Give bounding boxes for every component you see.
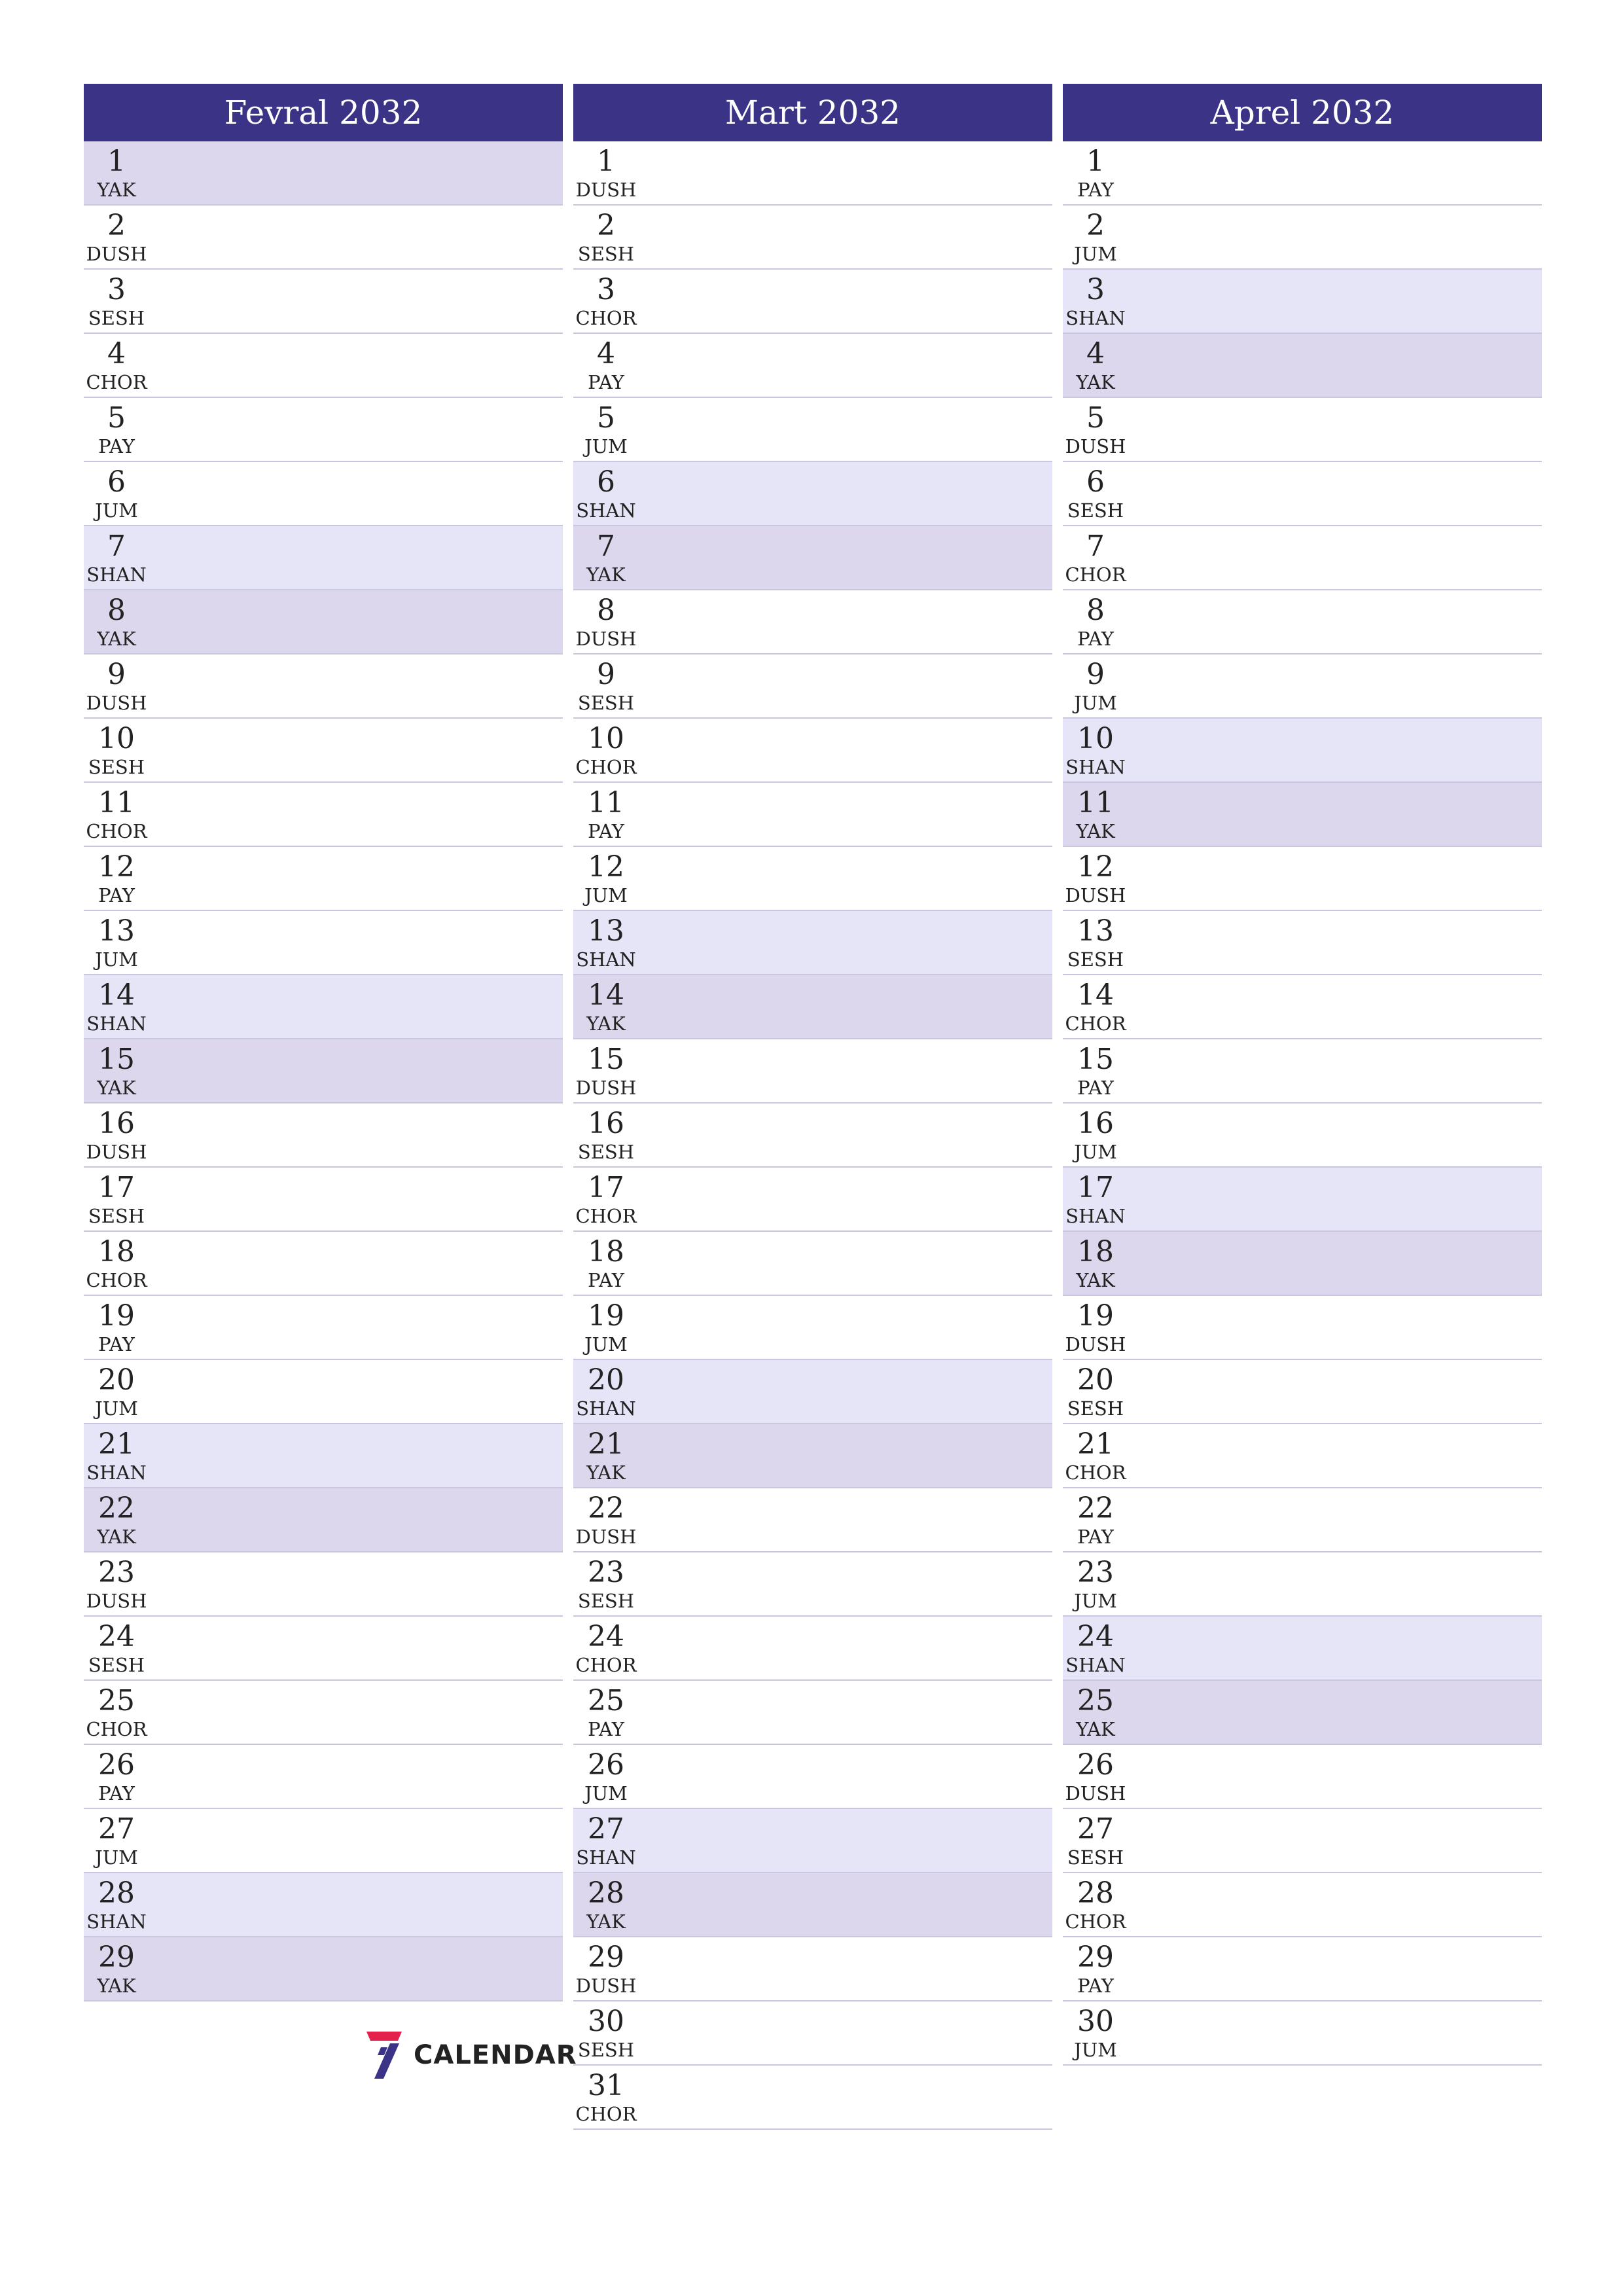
day-row bbox=[573, 2001, 1052, 2066]
weekday-label: JUM bbox=[95, 1397, 138, 1420]
weekday-label: SESH bbox=[577, 692, 635, 714]
day-row bbox=[1063, 655, 1542, 719]
day-number: 7 bbox=[597, 529, 615, 563]
day-number: 5 bbox=[107, 401, 126, 435]
day-row bbox=[573, 1168, 1052, 1232]
day-number: 26 bbox=[98, 1748, 135, 1782]
day-number: 22 bbox=[1077, 1492, 1114, 1525]
weekday-label: YAK bbox=[97, 179, 136, 201]
day-number: 13 bbox=[98, 914, 135, 948]
day-row bbox=[573, 847, 1052, 911]
day-row bbox=[1063, 1681, 1542, 1745]
day-row bbox=[1063, 1488, 1542, 1552]
weekday-label: SHAN bbox=[576, 948, 636, 971]
day-number: 30 bbox=[588, 2005, 624, 2038]
day-row bbox=[1063, 1617, 1542, 1681]
day-number: 11 bbox=[1077, 786, 1114, 819]
day-row bbox=[84, 1360, 563, 1424]
day-number: 7 bbox=[107, 529, 126, 563]
day-number: 16 bbox=[98, 1107, 135, 1140]
day-row bbox=[1063, 462, 1542, 526]
weekday-label: SESH bbox=[1067, 1846, 1124, 1869]
weekday-label: JUM bbox=[584, 884, 628, 906]
weekday-label: PAY bbox=[1077, 1526, 1114, 1548]
weekday-label: CHOR bbox=[86, 1718, 147, 1740]
day-number: 5 bbox=[1086, 401, 1105, 435]
weekday-label: YAK bbox=[97, 628, 136, 650]
weekday-label: JUM bbox=[1074, 243, 1117, 265]
weekday-label: CHOR bbox=[1065, 564, 1126, 586]
weekday-label: YAK bbox=[97, 1077, 136, 1099]
month-title: Fevral 2032 bbox=[84, 84, 563, 141]
day-number: 8 bbox=[107, 594, 126, 627]
day-row bbox=[573, 206, 1052, 270]
day-row bbox=[84, 526, 563, 590]
day-row bbox=[84, 1873, 563, 1937]
weekday-label: CHOR bbox=[1065, 1013, 1126, 1035]
day-row bbox=[1063, 1937, 1542, 2001]
day-number: 22 bbox=[98, 1492, 135, 1525]
day-number: 29 bbox=[98, 1941, 135, 1974]
weekday-label: JUM bbox=[584, 435, 628, 457]
weekday-label: PAY bbox=[1077, 179, 1114, 201]
day-number: 15 bbox=[1077, 1043, 1114, 1076]
weekday-label: SHAN bbox=[86, 564, 147, 586]
day-row bbox=[573, 911, 1052, 975]
day-number: 16 bbox=[588, 1107, 624, 1140]
weekday-label: DUSH bbox=[1065, 1333, 1126, 1355]
weekday-label: YAK bbox=[586, 564, 626, 586]
day-number: 3 bbox=[1086, 273, 1105, 306]
day-number: 6 bbox=[1086, 465, 1105, 499]
weekday-label: YAK bbox=[586, 1462, 626, 1484]
day-row bbox=[84, 719, 563, 783]
brand-logo bbox=[364, 2029, 577, 2081]
day-number: 4 bbox=[1086, 337, 1105, 370]
day-row bbox=[1063, 847, 1542, 911]
day-number: 18 bbox=[588, 1235, 624, 1268]
day-row bbox=[84, 1103, 563, 1168]
day-row bbox=[1063, 2001, 1542, 2066]
day-row bbox=[573, 1296, 1052, 1360]
weekday-label: DUSH bbox=[575, 1526, 637, 1548]
day-row bbox=[1063, 1873, 1542, 1937]
day-number: 3 bbox=[597, 273, 615, 306]
weekday-label: SHAN bbox=[1065, 756, 1126, 778]
day-number: 10 bbox=[98, 722, 135, 755]
weekday-label: PAY bbox=[588, 371, 624, 393]
day-number: 31 bbox=[588, 2069, 624, 2102]
day-row bbox=[573, 2066, 1052, 2130]
weekday-label: YAK bbox=[1076, 1269, 1115, 1291]
weekday-label: JUM bbox=[1074, 2039, 1117, 2061]
day-row bbox=[573, 1424, 1052, 1488]
weekday-label: CHOR bbox=[575, 1205, 637, 1227]
weekday-label: DUSH bbox=[575, 628, 637, 650]
day-row bbox=[84, 1296, 563, 1360]
day-number: 16 bbox=[1077, 1107, 1114, 1140]
day-number: 5 bbox=[597, 401, 615, 435]
day-row bbox=[1063, 1424, 1542, 1488]
day-row bbox=[573, 1937, 1052, 2001]
day-number: 19 bbox=[588, 1299, 624, 1333]
day-number: 8 bbox=[1086, 594, 1105, 627]
day-number: 20 bbox=[98, 1363, 135, 1397]
day-number: 25 bbox=[98, 1684, 135, 1717]
weekday-label: SESH bbox=[1067, 1397, 1124, 1420]
day-number: 28 bbox=[98, 1876, 135, 1910]
weekday-label: PAY bbox=[98, 884, 135, 906]
day-row bbox=[573, 462, 1052, 526]
day-row bbox=[573, 975, 1052, 1039]
day-number: 13 bbox=[1077, 914, 1114, 948]
day-row bbox=[84, 1488, 563, 1552]
month-march bbox=[573, 84, 1052, 2130]
month-title: Aprel 2032 bbox=[1063, 84, 1542, 141]
day-number: 29 bbox=[1077, 1941, 1114, 1974]
day-number: 24 bbox=[588, 1620, 624, 1653]
day-row bbox=[573, 270, 1052, 334]
weekday-label: YAK bbox=[586, 1910, 626, 1933]
day-number: 21 bbox=[588, 1427, 624, 1461]
day-row bbox=[573, 526, 1052, 590]
day-row bbox=[84, 783, 563, 847]
day-number: 23 bbox=[98, 1556, 135, 1589]
weekday-label: PAY bbox=[1077, 628, 1114, 650]
day-number: 1 bbox=[597, 145, 615, 178]
day-number: 17 bbox=[1077, 1171, 1114, 1204]
day-row bbox=[1063, 398, 1542, 462]
weekday-label: JUM bbox=[584, 1333, 628, 1355]
day-number: 21 bbox=[98, 1427, 135, 1461]
weekday-label: PAY bbox=[1077, 1975, 1114, 1997]
day-row bbox=[1063, 206, 1542, 270]
weekday-label: YAK bbox=[1076, 371, 1115, 393]
day-number: 8 bbox=[597, 594, 615, 627]
day-number: 12 bbox=[98, 850, 135, 884]
day-row bbox=[84, 847, 563, 911]
day-row bbox=[573, 1809, 1052, 1873]
day-number: 20 bbox=[588, 1363, 624, 1397]
day-row bbox=[1063, 1745, 1542, 1809]
day-row bbox=[1063, 1360, 1542, 1424]
weekday-label: SHAN bbox=[1065, 307, 1126, 329]
day-row bbox=[1063, 1552, 1542, 1617]
weekday-label: SHAN bbox=[576, 499, 636, 522]
day-list bbox=[1063, 141, 1542, 2066]
day-number: 9 bbox=[107, 658, 126, 691]
weekday-label: YAK bbox=[1076, 1718, 1115, 1740]
day-number: 7 bbox=[1086, 529, 1105, 563]
day-number: 12 bbox=[588, 850, 624, 884]
weekday-label: PAY bbox=[1077, 1077, 1114, 1099]
weekday-label: SESH bbox=[88, 756, 145, 778]
day-number: 14 bbox=[1077, 978, 1114, 1012]
day-number: 19 bbox=[98, 1299, 135, 1333]
month-february bbox=[84, 84, 563, 2001]
day-row bbox=[84, 334, 563, 398]
day-number: 23 bbox=[588, 1556, 624, 1589]
weekday-label: CHOR bbox=[575, 756, 637, 778]
weekday-label: SESH bbox=[1067, 948, 1124, 971]
day-row bbox=[573, 1232, 1052, 1296]
weekday-label: DUSH bbox=[86, 692, 147, 714]
day-row bbox=[84, 1809, 563, 1873]
day-row bbox=[573, 1552, 1052, 1617]
weekday-label: CHOR bbox=[575, 307, 637, 329]
day-row bbox=[84, 1617, 563, 1681]
day-number: 1 bbox=[107, 145, 126, 178]
weekday-label: SESH bbox=[577, 1590, 635, 1612]
weekday-label: JUM bbox=[1074, 1590, 1117, 1612]
day-row bbox=[84, 206, 563, 270]
day-row bbox=[573, 1617, 1052, 1681]
day-row bbox=[84, 270, 563, 334]
day-number: 26 bbox=[588, 1748, 624, 1782]
day-row bbox=[573, 590, 1052, 655]
day-number: 26 bbox=[1077, 1748, 1114, 1782]
day-row bbox=[84, 1168, 563, 1232]
day-number: 3 bbox=[107, 273, 126, 306]
day-number: 4 bbox=[107, 337, 126, 370]
weekday-label: SESH bbox=[577, 2039, 635, 2061]
weekday-label: DUSH bbox=[575, 1975, 637, 1997]
weekday-label: YAK bbox=[1076, 820, 1115, 842]
weekday-label: YAK bbox=[586, 1013, 626, 1035]
day-number: 2 bbox=[1086, 209, 1105, 242]
day-number: 27 bbox=[1077, 1812, 1114, 1846]
day-row bbox=[84, 1745, 563, 1809]
day-number: 15 bbox=[588, 1043, 624, 1076]
weekday-label: CHOR bbox=[86, 1269, 147, 1291]
weekday-label: CHOR bbox=[86, 371, 147, 393]
day-list bbox=[84, 141, 563, 2001]
weekday-label: SHAN bbox=[86, 1462, 147, 1484]
day-number: 10 bbox=[588, 722, 624, 755]
weekday-label: JUM bbox=[95, 948, 138, 971]
weekday-label: SHAN bbox=[576, 1397, 636, 1420]
day-row bbox=[84, 462, 563, 526]
day-number: 4 bbox=[597, 337, 615, 370]
day-number: 17 bbox=[588, 1171, 624, 1204]
day-row bbox=[84, 141, 563, 206]
weekday-label: PAY bbox=[588, 1718, 624, 1740]
day-row bbox=[84, 655, 563, 719]
month-title: Mart 2032 bbox=[573, 84, 1052, 141]
day-row bbox=[1063, 1103, 1542, 1168]
day-row bbox=[1063, 270, 1542, 334]
weekday-label: JUM bbox=[95, 499, 138, 522]
day-number: 20 bbox=[1077, 1363, 1114, 1397]
weekday-label: SHAN bbox=[86, 1013, 147, 1035]
weekday-label: CHOR bbox=[575, 1654, 637, 1676]
day-row bbox=[573, 398, 1052, 462]
weekday-label: DUSH bbox=[1065, 1782, 1126, 1804]
weekday-label: SESH bbox=[88, 307, 145, 329]
day-row bbox=[573, 655, 1052, 719]
day-number: 27 bbox=[98, 1812, 135, 1846]
day-number: 17 bbox=[98, 1171, 135, 1204]
day-row bbox=[573, 1039, 1052, 1103]
day-row bbox=[573, 1103, 1052, 1168]
weekday-label: CHOR bbox=[86, 820, 147, 842]
day-number: 21 bbox=[1077, 1427, 1114, 1461]
weekday-label: SESH bbox=[577, 243, 635, 265]
day-row bbox=[84, 1681, 563, 1745]
weekday-label: CHOR bbox=[1065, 1910, 1126, 1933]
day-row bbox=[1063, 1296, 1542, 1360]
weekday-label: DUSH bbox=[86, 1590, 147, 1612]
day-row bbox=[1063, 334, 1542, 398]
day-row bbox=[84, 590, 563, 655]
weekday-label: SESH bbox=[88, 1654, 145, 1676]
day-row bbox=[573, 1360, 1052, 1424]
day-row bbox=[1063, 526, 1542, 590]
day-row bbox=[1063, 141, 1542, 206]
day-row bbox=[84, 1039, 563, 1103]
weekday-label: PAY bbox=[588, 820, 624, 842]
day-number: 14 bbox=[98, 978, 135, 1012]
day-number: 11 bbox=[588, 786, 624, 819]
day-number: 12 bbox=[1077, 850, 1114, 884]
day-number: 28 bbox=[1077, 1876, 1114, 1910]
day-row bbox=[573, 783, 1052, 847]
day-number: 23 bbox=[1077, 1556, 1114, 1589]
logo-text: CALENDAR bbox=[414, 2040, 577, 2070]
day-row bbox=[84, 1552, 563, 1617]
weekday-label: PAY bbox=[98, 1782, 135, 1804]
weekday-label: PAY bbox=[588, 1269, 624, 1291]
day-row bbox=[1063, 1168, 1542, 1232]
day-number: 28 bbox=[588, 1876, 624, 1910]
day-number: 19 bbox=[1077, 1299, 1114, 1333]
day-number: 25 bbox=[588, 1684, 624, 1717]
day-row bbox=[1063, 1809, 1542, 1873]
day-number: 22 bbox=[588, 1492, 624, 1525]
month-april bbox=[1063, 84, 1542, 2066]
day-number: 6 bbox=[597, 465, 615, 499]
weekday-label: CHOR bbox=[1065, 1462, 1126, 1484]
day-number: 2 bbox=[597, 209, 615, 242]
day-row bbox=[84, 1232, 563, 1296]
day-row bbox=[84, 1937, 563, 2001]
day-number: 1 bbox=[1086, 145, 1105, 178]
weekday-label: DUSH bbox=[1065, 435, 1126, 457]
day-row bbox=[573, 334, 1052, 398]
day-row bbox=[1063, 911, 1542, 975]
weekday-label: DUSH bbox=[575, 1077, 637, 1099]
day-list bbox=[573, 141, 1052, 2130]
day-number: 25 bbox=[1077, 1684, 1114, 1717]
day-number: 24 bbox=[1077, 1620, 1114, 1653]
day-row bbox=[84, 398, 563, 462]
weekday-label: PAY bbox=[98, 435, 135, 457]
weekday-label: JUM bbox=[584, 1782, 628, 1804]
day-row bbox=[573, 141, 1052, 206]
weekday-label: SESH bbox=[577, 1141, 635, 1163]
day-number: 30 bbox=[1077, 2005, 1114, 2038]
day-row bbox=[1063, 1039, 1542, 1103]
day-number: 29 bbox=[588, 1941, 624, 1974]
weekday-label: CHOR bbox=[575, 2103, 637, 2125]
day-row bbox=[84, 911, 563, 975]
day-number: 27 bbox=[588, 1812, 624, 1846]
weekday-label: DUSH bbox=[575, 179, 637, 201]
weekday-label: SHAN bbox=[576, 1846, 636, 1869]
day-row bbox=[1063, 783, 1542, 847]
weekday-label: PAY bbox=[98, 1333, 135, 1355]
weekday-label: DUSH bbox=[86, 1141, 147, 1163]
day-number: 9 bbox=[1086, 658, 1105, 691]
day-number: 10 bbox=[1077, 722, 1114, 755]
weekday-label: SESH bbox=[88, 1205, 145, 1227]
day-row bbox=[84, 975, 563, 1039]
day-row bbox=[1063, 1232, 1542, 1296]
day-row bbox=[1063, 590, 1542, 655]
day-number: 24 bbox=[98, 1620, 135, 1653]
day-row bbox=[573, 1873, 1052, 1937]
day-number: 13 bbox=[588, 914, 624, 948]
weekday-label: JUM bbox=[95, 1846, 138, 1869]
day-number: 2 bbox=[107, 209, 126, 242]
day-row bbox=[1063, 719, 1542, 783]
weekday-label: SHAN bbox=[1065, 1205, 1126, 1227]
weekday-label: DUSH bbox=[1065, 884, 1126, 906]
seven-logo-icon bbox=[364, 2029, 404, 2081]
day-row bbox=[1063, 975, 1542, 1039]
weekday-label: DUSH bbox=[86, 243, 147, 265]
weekday-label: SHAN bbox=[1065, 1654, 1126, 1676]
day-number: 11 bbox=[98, 786, 135, 819]
weekday-label: JUM bbox=[1074, 692, 1117, 714]
weekday-label: YAK bbox=[97, 1526, 136, 1548]
weekday-label: SESH bbox=[1067, 499, 1124, 522]
day-row bbox=[573, 1488, 1052, 1552]
weekday-label: YAK bbox=[97, 1975, 136, 1997]
day-number: 18 bbox=[1077, 1235, 1114, 1268]
day-number: 18 bbox=[98, 1235, 135, 1268]
day-row bbox=[84, 1424, 563, 1488]
day-row bbox=[573, 1681, 1052, 1745]
weekday-label: JUM bbox=[1074, 1141, 1117, 1163]
day-number: 14 bbox=[588, 978, 624, 1012]
day-number: 6 bbox=[107, 465, 126, 499]
day-number: 9 bbox=[597, 658, 615, 691]
day-number: 15 bbox=[98, 1043, 135, 1076]
day-row bbox=[573, 1745, 1052, 1809]
weekday-label: SHAN bbox=[86, 1910, 147, 1933]
day-row bbox=[573, 719, 1052, 783]
